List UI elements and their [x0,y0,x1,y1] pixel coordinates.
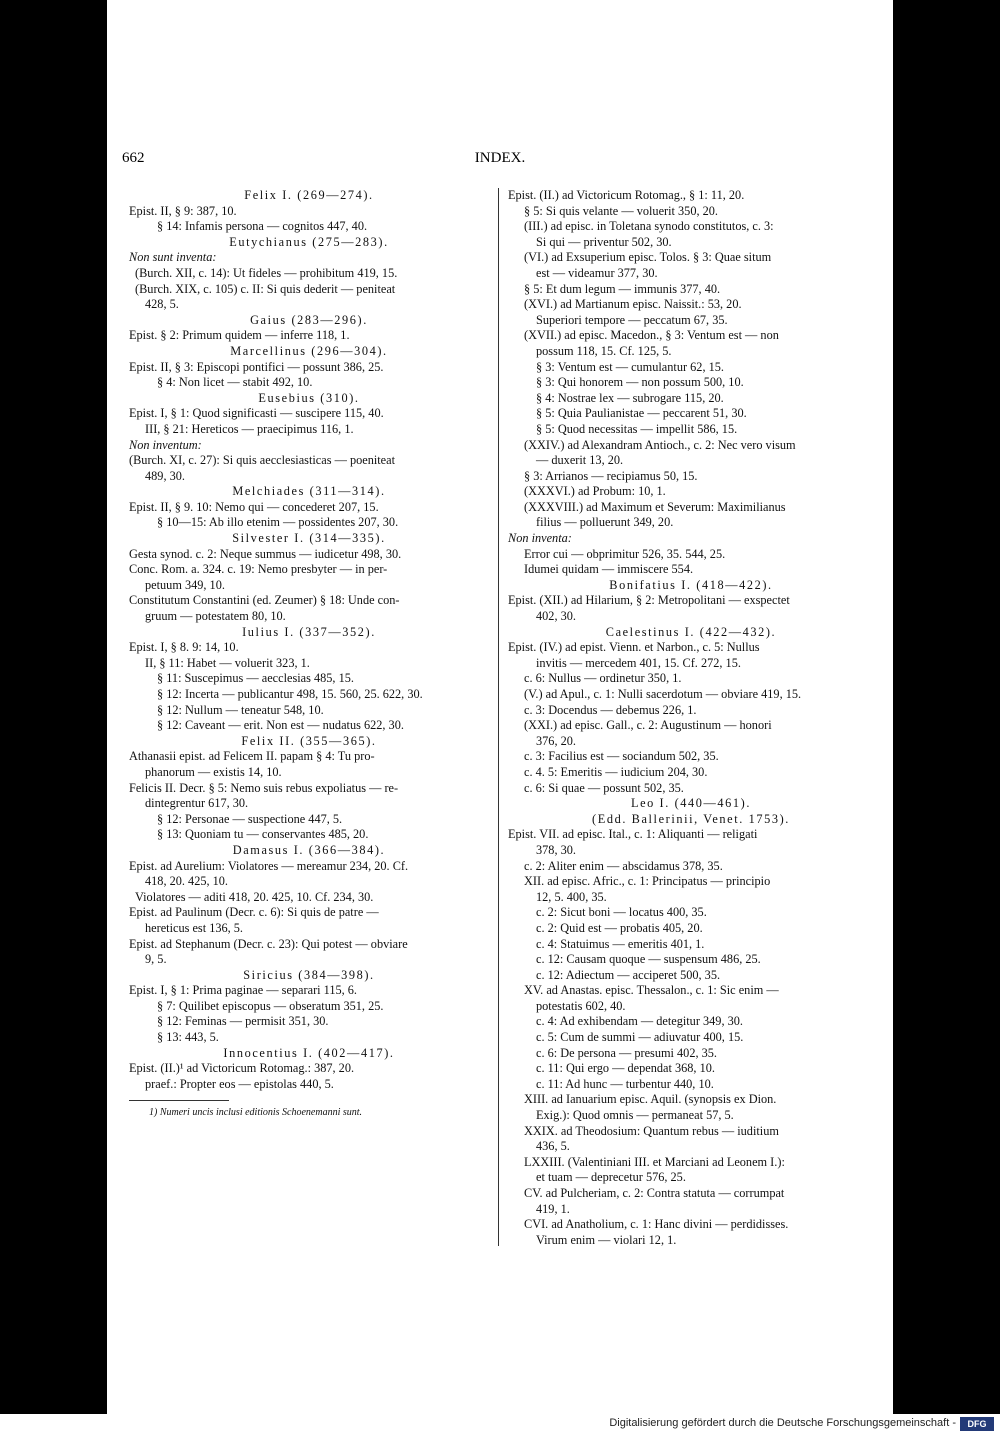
left-entry: hereticus est 136, 5. [145,920,244,935]
left-entry: 418, 20. 425, 10. [145,874,229,889]
left-heading: Eutychianus (275—283). [229,234,389,249]
right-entry: § 3: Ventum est — cumulantur 62, 15. [536,359,724,374]
right-entry: Epist. (II.) ad Victoricum Rotomag., § 1: 11, 20. [508,188,745,202]
right-entry: § 3: Arrianos — recipiamus 50, 15. [524,468,698,483]
left-entry: Conc. Rom. a. 324. c. 19: Nemo presbyter — in per- [129,562,388,577]
left-heading: Iulius I. (337—352). [242,624,376,639]
digitization-footer [0,1414,1000,1434]
left-column [129,188,489,1121]
left-entry: (Burch. XIX, c. 105) c. II: Si quis dederit — peniteat [135,281,396,296]
right-entry: 436, 5. [536,1139,570,1154]
right-column [508,188,874,1248]
left-entry: Constitutum Constantini (ed. Zeumer) § 18: Unde con- [129,593,400,608]
left-entry: 9, 5. [145,952,167,967]
left-entry: praef.: Propter eos — epistolas 440, 5. [145,1076,334,1091]
left-entry: § 12: Incerta — publicantur 498, 15. 560, 25. 622, 30. [157,687,423,701]
right-entry: § 5: Si quis velante — voluerit 350, 20. [524,203,719,218]
right-entry: filius — polluerunt 349, 20. [536,515,674,530]
left-heading: Gaius (283—296). [250,312,368,327]
left-entry: § 13: 443, 5. [157,1030,219,1045]
left-entry: petuum 349, 10. [145,577,225,592]
left-heading: Damasus I. (366—384). [232,842,386,857]
left-entry: II, § 11: Habet — voluerit 323, 1. [145,655,310,670]
left-entry: phanorum — existis 14, 10. [145,764,282,779]
right-entry: et tuam — deprecetur 576, 25. [536,1170,686,1185]
left-heading: Eusebius (310). [258,390,360,405]
right-entry: invitis — mercedem 401, 15. Cf. 272, 15. [536,655,741,670]
right-entry: c. 2: Sicut boni — locatus 400, 35. [536,905,707,920]
left-heading: Silvester I. (314—335). [232,531,386,546]
left-entry: § 14: Infamis persona — cognitos 447, 40. [157,219,368,234]
right-entry: Error cui — obprimitur 526, 35. 544, 25. [524,546,726,561]
dfg-logo: DFG [960,1417,994,1431]
right-entry: Epist. (IV.) ad epist. Vienn. et Narbon., c. 5: Nullus [508,640,760,655]
footnote: 1) Numeri uncis inclusi editionis Schoenemanni sunt. [149,1107,363,1119]
right-entry: Epist. VII. ad episc. Ital., c. 1: Aliquanti — religati [508,827,758,842]
right-column-lines [508,188,874,1248]
left-heading: Siricius (384—398). [243,967,375,982]
right-entry: — duxerit 13, 20. [536,453,624,468]
left-entry: Gesta synod. c. 2: Neque summus — iudicetur 498, 30. [129,546,402,561]
left-entry: Epist. (II.)¹ ad Victoricum Rotomag.: 387, 20. [129,1061,355,1076]
right-entry: § 4: Nostrae lex — subrogare 115, 20. [536,390,724,405]
left-heading: Felix I. (269—274). [244,188,374,202]
right-entry: (III.) ad episc. in Toletana synodo constitutos, c. 3: [524,219,774,234]
left-entry: (Burch. XII, c. 14): Ut fideles — prohibitum 419, 15. [135,265,398,280]
scanned-page [107,0,893,1414]
left-entry: dintegrentur 617, 30. [145,796,249,811]
footer-credit: Digitalisierung gefördert durch die Deutsche Forschungsgemeinschaft - [609,1417,956,1429]
right-entry: XXIX. ad Theodosium: Quantum rebus — iuditium [524,1123,779,1138]
right-entry: potestatis 602, 40. [536,998,626,1013]
left-heading: Felix II. (355—365). [241,733,377,748]
left-entry: Athanasii epist. ad Felicem II. papam § 4: Tu pro- [129,749,375,764]
right-entry: c. 12: Causam quoque — suspensum 486, 25. [536,952,761,967]
left-entry: Epist. ad Aurelium: Violatores — mereamur 234, 20. Cf. [129,858,409,873]
right-entry: (XXIV.) ad Alexandram Antioch., c. 2: Nec vero visum [524,437,796,452]
right-entry: c. 6: Si quae — possunt 502, 35. [524,780,684,795]
left-entry: Epist. I, § 1: Prima paginae — separari 115, 6. [129,983,358,998]
right-entry: c. 6: Nullus — ordinetur 350, 1. [524,671,682,686]
left-entry: gruum — potestatem 80, 10. [145,609,286,624]
left-entry: Non inventum: [129,437,202,452]
right-entry: c. 5: Cum de summi — adiuvatur 400, 15. [536,1030,744,1045]
left-entry: § 11: Suscepimus — aecclesias 485, 15. [157,671,354,686]
right-entry: 12, 5. 400, 35. [536,889,607,904]
left-entry: Violatores — aditi 418, 20. 425, 10. Cf. 234, 30. [135,889,374,904]
right-entry: XII. ad episc. Afric., c. 1: Principatus — principio [524,874,771,889]
left-entry: § 12: Nullum — teneatur 548, 10. [157,702,324,717]
right-entry: 378, 30. [536,842,576,857]
left-entry: § 12: Personae — suspectione 447, 5. [157,811,343,826]
right-entry: Superiori tempore — peccatum 67, 35. [536,312,728,327]
left-entry: Epist. II, § 9: 387, 10. [129,203,237,218]
left-heading: Melchiades (311—314). [232,484,386,499]
right-entry: (XXI.) ad episc. Gall., c. 2: Augustinum — honori [524,718,772,733]
left-entry: Epist. ad Stephanum (Decr. c. 23): Qui potest — obviare [129,936,408,951]
right-entry: CVI. ad Anatholium, c. 1: Hanc divini — perdidisses. [524,1217,789,1232]
right-entry: possum 118, 15. Cf. 125, 5. [536,343,672,358]
right-entry: c. 3: Docendus — debemus 226, 1. [524,702,697,717]
left-entry: § 7: Quilibet episcopus — obseratum 351, 25. [157,998,384,1013]
footnote-rule [129,1100,229,1101]
left-entry: Epist. I, § 1: Quod significasti — suscipere 115, 40. [129,406,384,421]
column-divider [498,188,499,1246]
left-entry: § 4: Non licet — stabit 492, 10. [157,375,313,390]
right-entry: c. 4: Ad exhibendam — detegitur 349, 30. [536,1014,743,1029]
right-entry: (XXXVIII.) ad Maximum et Severum: Maximilianus [524,499,786,514]
right-entry: Epist. (XII.) ad Hilarium, § 2: Metropolitani — exspectet [508,593,790,608]
left-entry: Epist. II, § 3: Episcopi pontifici — possunt 386, 25. [129,359,384,374]
right-entry: (XVI.) ad Martianum episc. Naissit.: 53, 20. [524,297,742,312]
left-entry: 489, 30. [145,468,185,483]
left-column-lines [129,188,489,1092]
right-entry: c. 12: Adiectum — acciperet 500, 35. [536,967,721,982]
left-entry: Felicis II. Decr. § 5: Nemo suis rebus expoliatus — re- [129,780,399,795]
right-entry: c. 11: Ad hunc — turbentur 440, 10. [536,1076,714,1091]
right-heading: Leo I. (440—461). [630,796,752,811]
right-entry: XIII. ad Ianuarium episc. Aquil. (synopsis ex Dion. [524,1092,777,1107]
right-entry: c. 4. 5: Emeritis — iudicium 204, 30. [524,764,708,779]
right-entry: (XVII.) ad episc. Macedon., § 3: Ventum est — non [524,328,779,343]
left-entry: § 12: Caveant — erit. Non est — nudatus 622, 30. [157,718,404,733]
right-entry: c. 3: Facilius est — sociandum 502, 35. [524,749,719,764]
left-entry: (Burch. XI, c. 27): Si quis aecclesiasticas — poeniteat [129,453,396,468]
right-entry: (VI.) ad Exsuperium episc. Tolos. § 3: Quae situm [524,250,772,265]
right-entry: c. 6: De persona — presumi 402, 35. [536,1045,718,1060]
right-entry: XV. ad Anastas. episc. Thessalon., c. 1: Sic enim — [524,983,779,998]
right-entry: Virum enim — violari 12, 1. [536,1232,677,1247]
left-entry: § 10—15: Ab illo etenim — possidentes 207, 30. [157,515,399,530]
left-entry: Epist. II, § 9. 10: Nemo qui — concederet 207, 15. [129,499,379,514]
left-entry: Epist. ad Paulinum (Decr. c. 6): Si quis de patre — [129,905,379,920]
right-entry: (V.) ad Apul., c. 1: Nulli sacerdotum — obviare 419, 15. [524,687,802,701]
right-entry: 376, 20. [536,733,576,748]
left-entry: § 13: Quoniam tu — conservantes 485, 20. [157,827,369,842]
left-heading: Innocentius I. (402—417). [223,1045,395,1060]
right-entry: Non inventa: [508,531,572,546]
left-entry: 428, 5. [145,297,179,312]
right-heading: Bonifatius I. (418—422). [609,577,773,592]
right-heading: (Edd. Ballerinii, Venet. 1753). [592,811,790,826]
right-entry: (XXXVI.) ad Probum: 10, 1. [524,484,666,499]
right-entry: 419, 1. [536,1201,570,1216]
right-entry: Idumei quidam — immiscere 554. [524,562,694,577]
left-heading: Marcellinus (296—304). [230,343,388,358]
right-heading: Caelestinus I. (422—432). [605,624,777,639]
right-entry: c. 4: Statuimus — emeritis 401, 1. [536,936,705,951]
right-entry: c. 2: Aliter enim — abscidamus 378, 35. [524,858,723,873]
left-entry: Epist. I, § 8. 9: 14, 10. [129,640,239,655]
left-entry: Non sunt inventa: [129,250,217,265]
right-entry: § 5: Et dum legum — immunis 377, 40. [524,281,721,296]
running-head: INDEX. [474,150,526,166]
right-entry: c. 2: Quid est — probatis 405, 20. [536,920,703,935]
right-entry: § 3: Qui honorem — non possum 500, 10. [536,375,744,390]
right-entry: § 5: Quia Paulianistae — peccarent 51, 30. [536,406,747,421]
right-entry: Exig.): Quod omnis — permaneat 57, 5. [536,1108,734,1123]
right-entry: CV. ad Pulcheriam, c. 2: Contra statuta — corrumpat [524,1186,785,1200]
left-entry: § 12: Feminas — permisit 351, 30. [157,1014,329,1029]
right-entry: 402, 30. [536,609,576,624]
page-number: 662 [122,150,145,166]
right-entry: c. 11: Qui ergo — dependat 368, 10. [536,1061,715,1076]
right-entry: est — videamur 377, 30. [536,265,658,280]
right-entry: § 5: Quod necessitas — impellit 586, 15. [536,421,738,436]
left-entry: III, § 21: Hereticos — praecipimus 116, 1. [145,421,354,436]
left-entry: Epist. § 2: Primum quidem — inferre 118, 1. [129,328,350,343]
right-entry: LXXIII. (Valentiniani III. et Marciani ad Leonem I.): [524,1154,785,1169]
right-entry: Si qui — priventur 502, 30. [536,234,672,249]
